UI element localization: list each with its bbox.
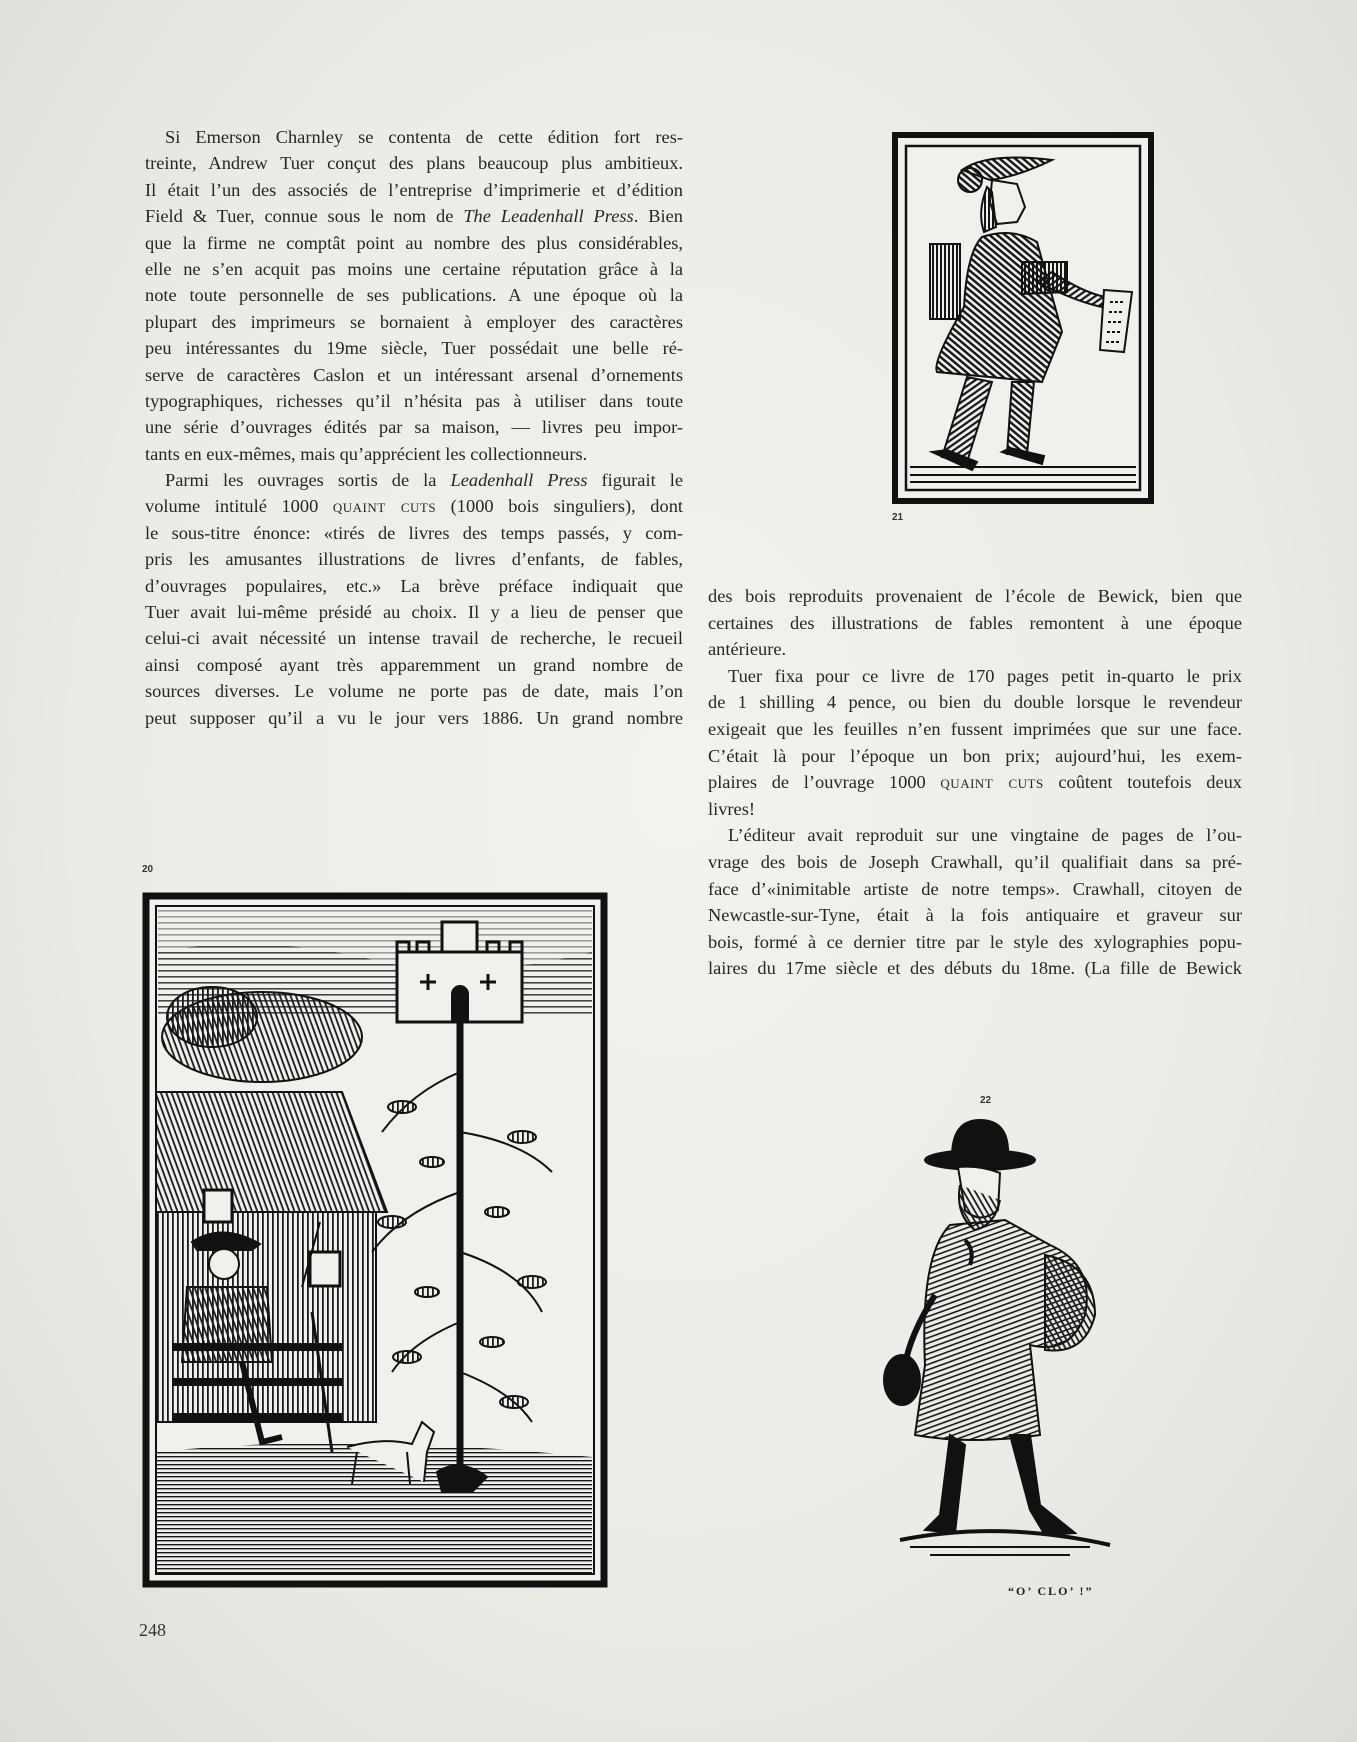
italic-title: The Leadenhall Press [463, 206, 634, 227]
text-line: Tuer avait lui-même présidé au choix. Il y a lieu de penser que [145, 602, 683, 623]
text-line: tants en eux-mêmes, mais qu’apprécient les collectionneurs. [145, 443, 588, 464]
text-line: Newcastle-sur-Tyne, était à la fois antiquaire et graveur sur [708, 905, 1242, 926]
text-line: peut supposer qu’il a vu le jour vers 1886. Un grand nombre [145, 707, 683, 728]
text-line: C’était là pour l’époque un bon prix; aujourd’hui, les exem- [708, 745, 1242, 766]
text-line: celui-ci avait nécessité un intense travail de recherche, le recueil [145, 628, 683, 649]
text-line: le sous-titre énonce: «tirés de livres des temps passés, y com- [145, 522, 683, 543]
text-line: d’ouvrages populaires, etc.» La brève préface indiquait que [145, 575, 683, 596]
text-line [145, 493, 683, 519]
small-caps-title: quaint cuts [332, 496, 437, 517]
figure-22-woodcut-old-clothes-man [880, 1115, 1125, 1570]
text-line: L’éditeur avait reproduit sur une vingtaine de pages de l’ou- [728, 825, 1242, 846]
text-line: sources diverses. Le volume ne porte pas de date, mais l’on [145, 681, 683, 702]
text-line: certaines des illustrations de fables remontent à une époque [708, 612, 1242, 633]
text-line [708, 769, 1242, 796]
text-line: note toute personnelle de ses publications. A une époque où la [145, 285, 683, 306]
figure-20-woodcut-cottage [142, 892, 608, 1588]
text-line: Tuer fixa pour ce livre de 170 pages petit in-quarto le prix [728, 665, 1242, 686]
text-line [145, 203, 683, 229]
left-text-column [145, 124, 683, 731]
text-line: Si Emerson Charnley se contenta de cette édition fort res- [165, 127, 683, 147]
figure-21-woodcut-peddler [892, 132, 1154, 504]
text-line: plupart des imprimeurs se bornaient à employer des caractères [145, 311, 683, 332]
text-line: serve de caractères Caslon et un intéressant arsenal d’ornements [145, 364, 683, 385]
text-line: Il était l’un des associés de l’entreprise d’imprimerie et d’édition [145, 179, 683, 200]
text-line [145, 467, 683, 493]
text-segment: Parmi les ouvrages sortis de la [165, 470, 451, 491]
text-line: pris les amusantes illustrations de livres d’enfants, de fables, [145, 549, 683, 570]
text-line: livres! [708, 798, 755, 819]
text-line: que la firme ne comptât point au nombre des plus considérables, [145, 232, 683, 253]
text-line: face d’«inimitable artiste de notre temps». Crawhall, citoyen de [708, 878, 1242, 899]
figure-22-caption: “O’ CLO’ !” [1008, 1584, 1094, 1598]
text-line: antérieure. [708, 639, 787, 660]
right-text-column [708, 583, 1242, 982]
figure-number-22: 22 [980, 1095, 992, 1106]
text-segment: coûtent toutefois deux [1043, 772, 1243, 793]
text-line: ainsi composé ayant très apparemment un grand nombre de [145, 654, 683, 675]
text-segment: Field & Tuer, connue sous le nom de [145, 206, 464, 227]
figure-number-20: 20 [142, 864, 154, 875]
text-line: treinte, Andrew Tuer conçut des plans beaucoup plus ambitieux. [145, 153, 683, 174]
text-line: exigeait que les feuilles n’en fussent imprimées que sur une face. [708, 718, 1242, 739]
italic-title: Leadenhall Press [450, 470, 588, 491]
text-line: des bois reproduits provenaient de l’école de Bewick, bien que [708, 586, 1242, 606]
text-segment: (1000 bois singuliers), dont [436, 496, 684, 517]
text-line: elle ne s’en acquit pas moins une certaine réputation grâce à la [145, 258, 683, 279]
text-segment: figurait le [587, 470, 683, 491]
small-caps-title: quaint cuts [940, 772, 1044, 793]
text-line: vrage des bois de Joseph Crawhall, qu’il qualifiait dans sa pré- [708, 851, 1242, 872]
page-number: 248 [139, 1620, 166, 1640]
text-line: de 1 shilling 4 pence, ou bien du double lorsque le revendeur [708, 692, 1242, 713]
cottage [156, 1092, 387, 1422]
text-segment: . Bien [633, 206, 683, 227]
text-line: laires du 17me siècle et des débuts du 18me. (La fille de Bewick [708, 958, 1242, 979]
text-line: bois, formé à ce dernier titre par le style des xylographies popu- [708, 931, 1242, 952]
figure-number-21: 21 [892, 512, 904, 523]
text-segment: volume intitulé 1000 [145, 496, 333, 517]
text-line: typographiques, richesses qu’il n’hésita pas à utiliser dans toute [145, 390, 683, 411]
text-segment: plaires de l’ouvrage 1000 [708, 772, 941, 793]
text-line: une série d’ouvrages édités par sa maison, — livres peu impor- [145, 417, 683, 438]
text-line: peu intéressantes du 19me siècle, Tuer possédait une belle ré- [145, 338, 683, 359]
